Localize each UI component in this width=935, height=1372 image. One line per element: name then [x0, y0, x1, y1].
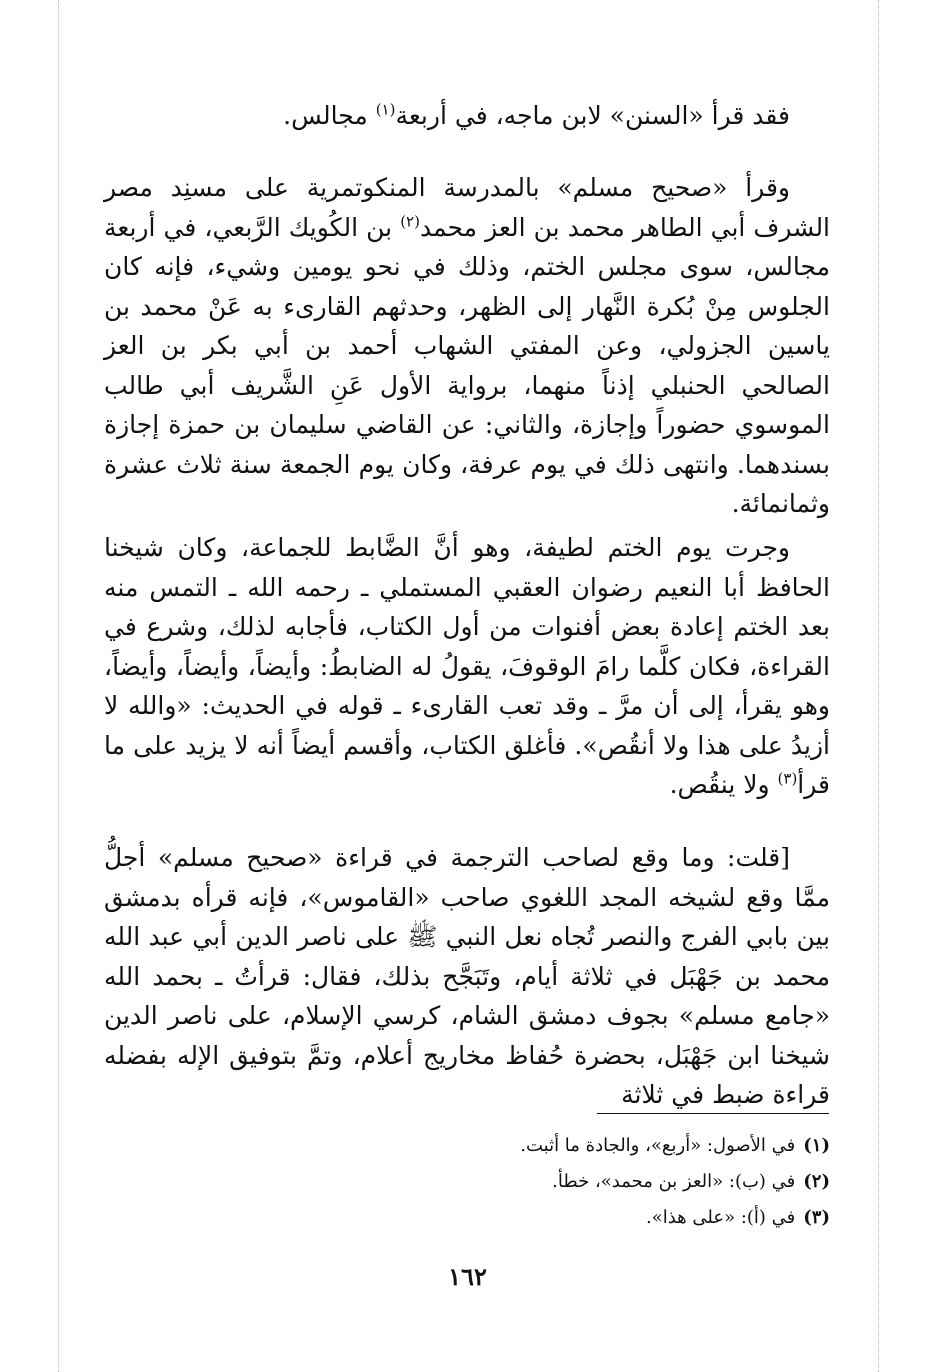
footnotes — [420, 1128, 830, 1236]
paragraph-3-tail: ولا ينقُص. — [669, 770, 778, 799]
paragraph-3-body: وجرت يوم الختم لطيفة، وهو أنَّ الضَّابط للجماعة، وكان شيخنا الحافظ أبا النعيم رضوان العقبي المستملي ـ رحمه الله ـ التمس منه بعد الختم إعادة بعض أفنوات من أول الكتاب، فأجابه لذلك، وشرع في القراءة، فكان كلَّما رامَ الوقوفَ، يقولُ له الضابطُ: وأيضاً، وأيضاً، وأيضاً، وهو يقرأ، إلى أن مرَّ ـ وقد تعب القارىء ـ قوله في الحديث: «والله لا أزيدُ على هذا ولا أنقُص». فأغلق الكتاب، وأقسم أيضاً أنه لا يزيد على ما قرأ — [104, 533, 830, 799]
footnote-2 — [420, 1164, 830, 1200]
footnote-1-number: (١) — [803, 1135, 830, 1156]
footnote-3-text: في (أ): «على هذا». — [645, 1207, 796, 1228]
paragraph-2 — [104, 168, 830, 524]
page-number: ١٦٢ — [448, 1262, 487, 1291]
footnote-2-text: في (ب): «العز بن محمد»، خطأ. — [552, 1171, 796, 1192]
scan-margin-dots-left — [58, 0, 59, 1372]
paragraph-4 — [104, 838, 830, 1115]
footnote-3-number: (٣) — [803, 1207, 830, 1228]
paragraph-1-tail: مجالس. — [283, 101, 376, 130]
footnote-2-number: (٢) — [803, 1171, 830, 1192]
paragraph-1-body: فقد قرأ «السنن» لابن ماجه، في أربعة — [395, 101, 790, 130]
paragraph-2-text — [104, 168, 830, 524]
footnote-1 — [420, 1128, 830, 1164]
footnote-separator — [597, 1113, 829, 1114]
paragraph-2-body: وقرأ «صحيح مسلم» بالمدرسة المنكوتمرية على مسنِد مصر الشرف أبي الطاهر محمد بن العز محمد — [104, 173, 831, 242]
paragraph-3 — [104, 528, 830, 805]
footnote-ref-2: (٢) — [400, 212, 420, 231]
footnote-1-text: في الأصول: «أربع»، والجادة ما أثبت. — [520, 1135, 796, 1156]
paragraph-4-text: [قلت: وما وقع لصاحب الترجمة في قراءة «صحيح مسلم» أجلُّ ممَّا وقع لشيخه المجد اللغوي صاحب «القاموس»، فإنه قرأه بدمشق بين بابي الفرج والنصر تُجاه نعل النبي ﷺ على ناصر الدين أبي عبد الله محمد بن جَهْبَل في ثلاثة أيام، وتَبَجَّح بذلك، فقال: قرأتُ ـ بحمد الله «جامع مسلم» بجوف دمشق الشام، كرسي الإسلام، على ناصر الدين شيخنا ابن جَهْبَل، بحضرة حُفاظ مخاريج أعلام، وتمَّ بتوفيق الإله بفضله قراءة ضبط في ثلاثة — [104, 843, 830, 1109]
paragraph-1 — [104, 96, 830, 136]
paragraph-3-text — [104, 528, 830, 805]
scan-margin-dots-right — [878, 0, 879, 1372]
footnote-3 — [420, 1200, 830, 1236]
paragraph-2-tail: بن الكُويك الرَّبعي، في أربعة مجالس، سوى مجلس الختم، وذلك في نحو يومين وشيء، فإنه كان الجلوس مِنْ بُكرة النَّهار إلى الظهر، وحدثهم القارىء به عَنْ محمد بن ياسين الجزولي، وعن المفتي الشهاب أحمد بن أبي بكر بن العز الصالحي الحنبلي إذناً منهما، برواية الأول عَنِ الشَّريف أبي طالب الموسوي حضوراً وإجازة، والثاني: عن القاضي سليمان بن حمزة إجازة بسندهما. وانتهى ذلك في يوم عرفة، وكان يوم الجمعة سنة ثلاث عشرة وثمانمائة. — [104, 212, 830, 518]
footnote-ref-1: (١) — [375, 100, 396, 119]
footnote-ref-3: (٣) — [777, 769, 798, 788]
paragraph-1-text — [104, 96, 830, 136]
